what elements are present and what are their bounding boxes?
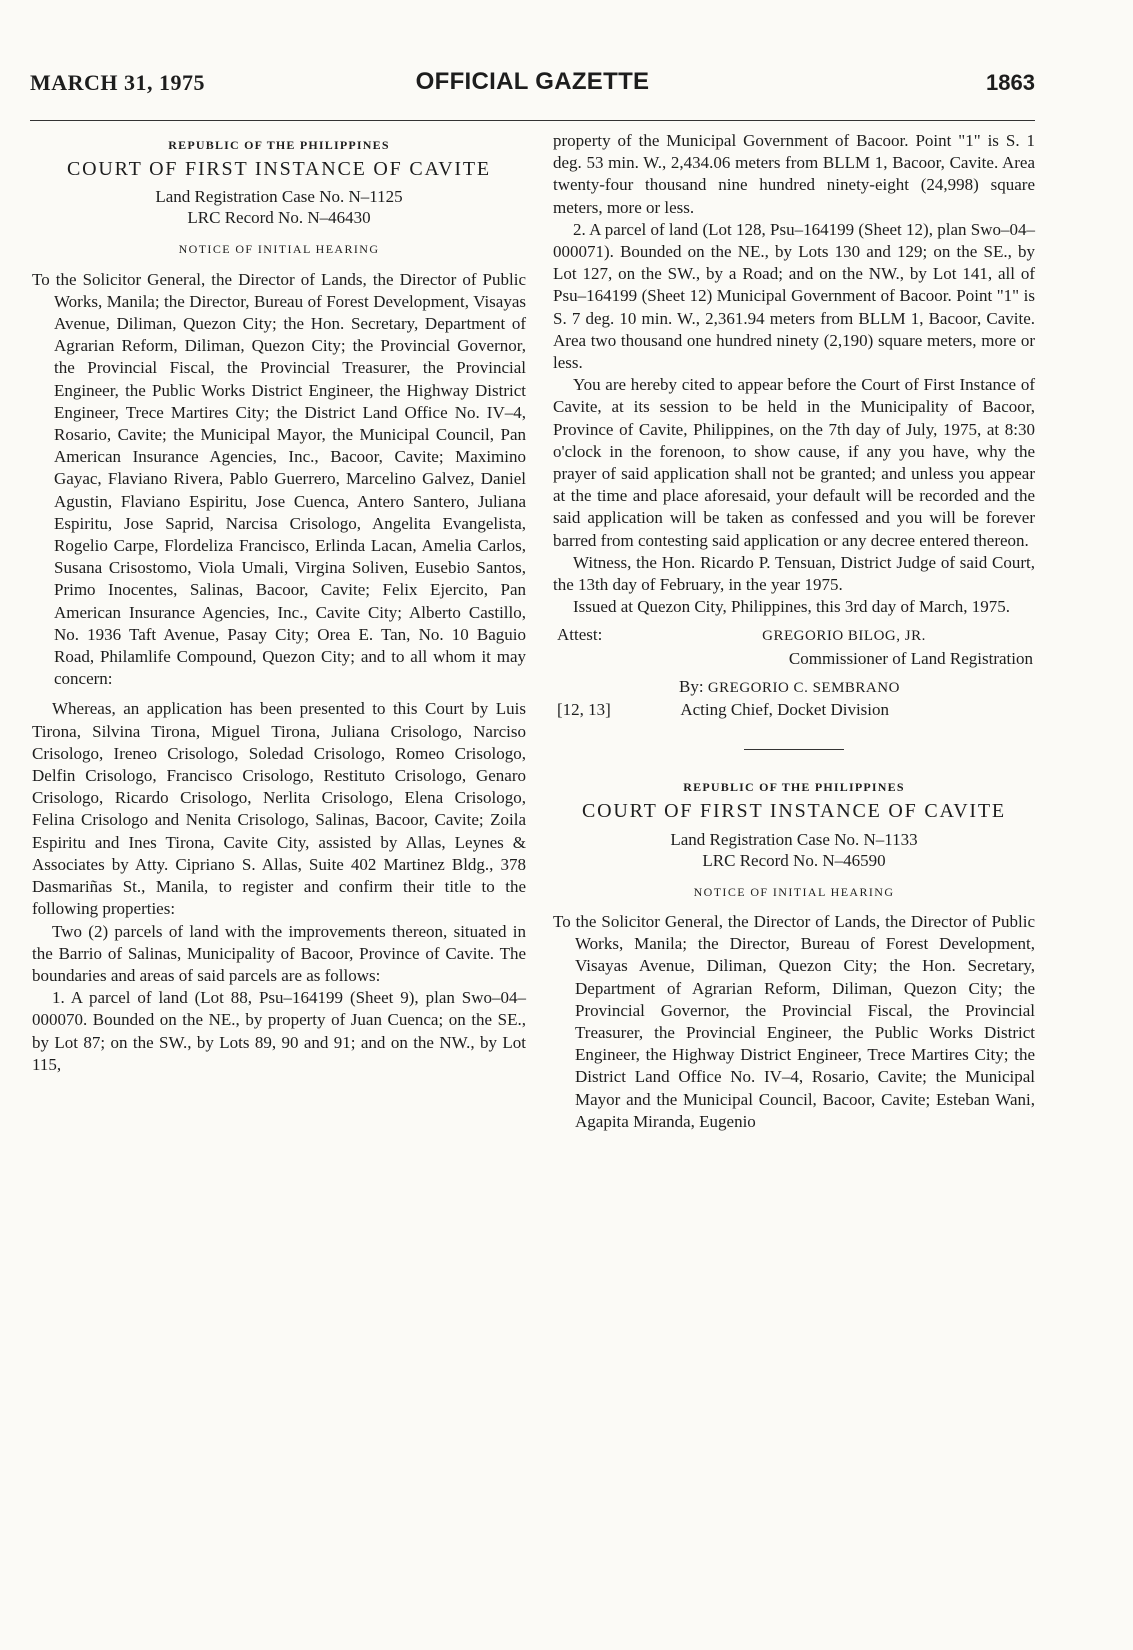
signature-block: [553, 624, 1035, 721]
parcel-1-continued: property of the Municipal Government of Bacoor. Point "1" is S. 1 deg. 53 min. W., 2,434.06 meters from BLLM 1, Bacoor, Cavite. Area twenty-four thousand nine hundred ninety-eight (24,998) square meters, more or less.: [553, 131, 1035, 217]
issue-date: MARCH 31, 1975: [30, 70, 206, 95]
citation-paragraph: You are hereby cited to appear before the Court of First Instance of Cavite, at its session to be held in the Municipality of Bacoor, Province of Cavite, Philippines, on the 7th day of July, 1975, at 8:30 o'clock in the forenoon, to show cause, if any you have, why the prayer of said application shall not be granted; and unless you appear at the time and place aforesaid, your default will be recorded and the said application will be taken as confessed and you will be forever barred from contesting said application or any decree entered thereon.: [553, 375, 1035, 550]
by-label: By:: [679, 676, 704, 696]
publication-title: OFFICIAL GAZETTE: [415, 68, 650, 95]
parcels-intro-paragraph: Two (2) parcels of land with the improvements thereon, situated in the Barrio of Salinas, Municipality of Bacoor, Province of Cavite. The boundaries and areas of said parcels are as follows:: [32, 921, 526, 985]
parcel-1-paragraph: 1. A parcel of land (Lot 88, Psu–164199 (Sheet 9), plan Swo–04–000070. Bounded on the NE., by property of Juan Cuenca; on the SE., by Lot 87; on the SW., by Lots 89, 90 and 91; and on the NW., by Lot 115,: [32, 988, 526, 1074]
signatory-title: Commissioner of Land Registration: [788, 648, 1033, 668]
republic-heading-2: REPUBLIC OF THE PHILIPPINES: [683, 780, 905, 795]
republic-heading: REPUBLIC OF THE PHILIPPINES: [168, 138, 390, 152]
right-column: [553, 130, 1035, 1133]
witness-paragraph: Witness, the Hon. Ricardo P. Tensuan, District Judge of said Court, the 13th day of February, in the year 1975.: [553, 552, 1035, 595]
notice-title: NOTICE OF INITIAL HEARING: [178, 242, 380, 257]
header-rule: [30, 120, 1035, 121]
case-number-2: Land Registration Case No. N–1133: [670, 829, 918, 849]
by-name: GREGORIO C. SEMBRANO: [707, 679, 900, 696]
lrc-record-2: LRC Record No. N–46590: [702, 850, 886, 870]
by-title: Acting Chief, Docket Division: [680, 700, 890, 720]
issue-reference: [12, 13]: [557, 700, 611, 720]
page-number: 1863: [986, 70, 1035, 95]
issued-paragraph: Issued at Quezon City, Philippines, this 3rd day of March, 1975.: [573, 597, 1011, 617]
court-heading: COURT OF FIRST INSTANCE OF CAVITE: [67, 158, 491, 181]
left-column: [32, 130, 526, 1076]
attest-label: Attest:: [557, 625, 603, 645]
lrc-record: LRC Record No. N–46430: [187, 208, 371, 228]
notice-title-2: NOTICE OF INITIAL HEARING: [693, 884, 895, 899]
page-header: [30, 68, 1035, 102]
notice-separator: [744, 749, 844, 750]
addressees-paragraph-2: To the Solicitor General, the Director of Lands, the Director of Public Works, Manila; the Director, Bureau of Forest Development, Visayas Avenue, Diliman, Quezon City; the Hon. Secretary, Department of Agrarian Reform, Diliman, Quezon City; the Provincial Governor, the Provincial Fiscal, the Provincial Treasurer, the Provincial Engineer, the Public Works District Engineer, the Highway District Engineer, Trece Martires City; the District Land Office No. IV–4, Rosario, Cavite; the Municipal Mayor and the Municipal Council, Bacoor, Cavite; Esteban Wani, Agapita Miranda, Eugenio: [553, 911, 1035, 1131]
addressees-paragraph: To the Solicitor General, the Director of Lands, the Director of Public Works, Manila; the Director, Bureau of Forest Development, Visayas Avenue, Diliman, Quezon City; the Hon. Secretary, Department of Agrarian Reform, Diliman, Quezon City; the Provincial Governor, the Provincial Fiscal, the Provincial Treasurer, the Provincial Engineer, the Public Works District Engineer, the Highway District Engineer, Trece Martires City; the District Land Office No. IV–4, Rosario, Cavite; the Municipal Mayor, the Municipal Council, Pan American Insurance Agencies, Inc., Bacoor, Cavite; Maximino Gayac, Flaviano Rivera, Pablo Guerrero, Marcelino Galvez, Daniel Agustin, Flaviano Espiritu, Jose Cuenca, Antero Santero, Juliana Espiritu, Jose Saprid, Narcisa Crisologo, Angelita Evangelista, Rogelio Carpe, Flordeliza Francisco, Erlinda Lacan, Amelia Carlos, Susana Crisostomo, Viola Umali, Virgina Soliven, Eusebio Santos, Primo Inocentes, Salinas, Bacoor, Cavite; Felix Ejercito, Pan American Insurance Agencies, Inc., Cavite City; Alberto Castillo, No. 1936 Taft Avenue, Pasay City; Orea E. Tan, No. 10 Baguio Road, Philamlife Compound, Quezon City; and to all whom it may concern:: [32, 269, 526, 689]
parcel-2-paragraph: 2. A parcel of land (Lot 128, Psu–164199 (Sheet 12), plan Swo–04–000071). Bounded on the NE., by Lots 130 and 129; on the SE., by Lot 127, on the SW., by a Road; and on the NW., by Lot 141, all of Psu–164199 (Sheet 12) Municipal Government of Bacoor. Point "1" is S. 7 deg. 10 min. W., 2,361.94 meters from BLLM 1, Bacoor, Cavite. Area two thousand one hundred ninety (2,190) square meters, more or less.: [553, 219, 1035, 373]
court-heading-2: COURT OF FIRST INSTANCE OF CAVITE: [582, 800, 1006, 823]
signatory-name: GREGORIO BILOG, JR.: [762, 628, 926, 645]
whereas-paragraph: Whereas, an application has been presented to this Court by Luis Tirona, Silvina Tirona, Miguel Tirona, Juliana Crisologo, Narciso Crisologo, Ireneo Crisologo, Soledad Crisologo, Romeo Crisologo, Delfin Crisologo, Francisco Crisologo, Restituto Crisologo, Genaro Crisologo, Ricardo Crisologo, Nerlita Crisologo, Elena Crisologo, Felina Crisologo and Nenita Crisologo, Salinas, Bacoor, Cavite; Zoila Espiritu and Ines Tirona, Cavite City, assisted by Allas, Leynes & Associates by Atty. Cipriano S. Allas, Suite 402 Martinez Bldg., 378 Dasmariñas St., Manila, to register and confirm their title to the following properties:: [32, 699, 526, 919]
case-number: Land Registration Case No. N–1125: [155, 187, 403, 207]
